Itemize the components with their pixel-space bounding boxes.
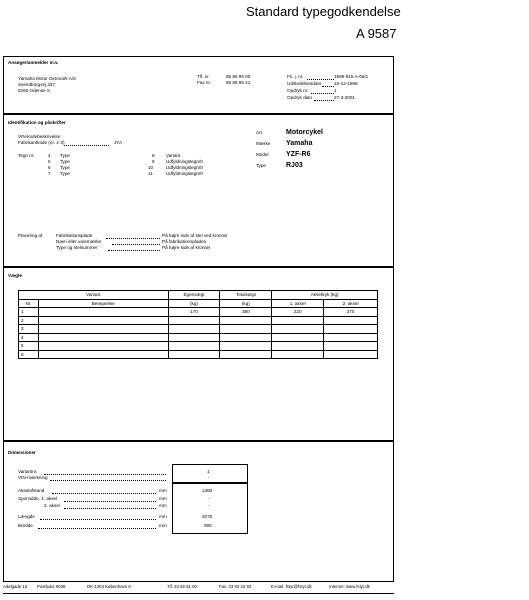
row-nr: 2 xyxy=(19,316,39,325)
placement-item-label: Fabrikationsplade xyxy=(56,233,93,238)
phone-label: Tlf. nr. xyxy=(197,74,210,79)
applicant-heading: Ansøger/anmelder m.v. xyxy=(8,60,59,65)
row-betegnelse xyxy=(38,308,168,317)
tegn-num: 5 xyxy=(48,159,51,164)
placement-item-value: På højre side af kronrør xyxy=(162,245,211,250)
col-variant: Variant xyxy=(19,291,169,300)
tegn-num: 10 xyxy=(148,165,154,170)
col-aksel2: 2. aksel xyxy=(324,299,378,308)
dimension-label: Sporvidde, 1. aksel xyxy=(18,496,58,501)
row-betegnelse xyxy=(38,316,168,325)
tegn-num: 4 xyxy=(48,153,51,158)
fax-value: 65 95 95 41 xyxy=(226,80,251,85)
col-betegnelse: Betegnelse xyxy=(38,299,168,308)
tegn-num: 6 xyxy=(48,165,51,170)
dimension-label: Bredde xyxy=(18,523,33,528)
vehicle-type: RJ03 xyxy=(286,162,303,169)
dimension-value: 2075 xyxy=(202,514,213,519)
vehicle-kind-label: Art xyxy=(256,130,262,135)
row-aksel2: 370 xyxy=(324,308,378,317)
row-total xyxy=(220,333,272,342)
placement-label: Placering af xyxy=(18,233,43,238)
phone-value: 65 95 96 00 xyxy=(226,74,251,79)
row-aksel1 xyxy=(272,342,324,351)
row-nr: 1 xyxy=(19,308,39,317)
tegn-type: Udfyldningstegn/0 xyxy=(166,159,203,164)
footer-city: DK-1304 København K xyxy=(87,584,132,589)
row-nr: 4 xyxy=(19,333,39,342)
row-egen xyxy=(168,333,220,342)
manufacturer-code: JYA xyxy=(114,140,123,145)
row-betegnelse xyxy=(38,350,168,359)
reprint-number-value: 1 xyxy=(334,88,337,93)
vehicle-model-label: Model xyxy=(256,152,269,157)
row-egen xyxy=(168,342,220,351)
variant-value: 1 xyxy=(207,469,210,474)
row-aksel2 xyxy=(324,325,378,334)
dimension-unit: mm xyxy=(159,496,167,501)
issue-date-label: Udstedelsesdato xyxy=(287,81,322,86)
table-row xyxy=(19,350,378,359)
col-aksel1: 1. aksel xyxy=(272,299,324,308)
row-total xyxy=(220,325,272,334)
document-number: A 9587 xyxy=(356,26,397,41)
placement-item-value: På højre side af stel ved kronrør xyxy=(162,233,228,238)
dimension-value: 1380 xyxy=(202,488,213,493)
row-nr: 5 xyxy=(19,342,39,351)
dimension-value: - xyxy=(208,496,210,501)
footer-phone: Tlf. 33 92 91 00 xyxy=(167,584,197,589)
row-nr: 6 xyxy=(19,350,39,359)
col-totalvaegt: Totalvægt xyxy=(220,291,272,300)
tegn-type: Udfyldningstegn/0 xyxy=(166,171,203,176)
tegn-label: Tegn nr. xyxy=(18,153,35,158)
tegn-num: 11 xyxy=(148,171,153,176)
identification-heading: Identifikation og påskrifter xyxy=(8,120,66,125)
manufacturer-code-label: Fabrikantkode (nr. 1-3) xyxy=(18,140,65,145)
placement-item-label: Type og stelnummer xyxy=(56,245,98,250)
dimension-unit: mm xyxy=(159,514,167,519)
footer-fax: Fax. 33 93 22 92 xyxy=(219,584,252,589)
applicant-section xyxy=(3,56,394,114)
placement-item-label: Navn eller varemærke xyxy=(56,239,102,244)
vehicle-make: Yamaha xyxy=(286,140,313,147)
dimension-unit: mm xyxy=(159,488,167,493)
table-row xyxy=(19,316,378,325)
dimension-label: 2. aksel xyxy=(44,503,60,508)
col-nr: Nr. xyxy=(19,299,39,308)
unit-kg: (kg) xyxy=(168,299,220,308)
dimensions-section xyxy=(3,441,394,582)
row-egen xyxy=(168,316,220,325)
row-aksel2 xyxy=(324,350,378,359)
row-betegnelse xyxy=(38,342,168,351)
tegn-type: Type xyxy=(60,153,70,158)
row-nr: 3 xyxy=(19,325,39,334)
dimension-value: - xyxy=(208,503,210,508)
footer-email[interactable]: E-mail: fstyr@fstyr.dk xyxy=(271,584,312,589)
row-egen xyxy=(168,350,220,359)
row-egen xyxy=(168,325,220,334)
footer-po-box: Postboks 9039 xyxy=(37,584,66,589)
unit-kg: (kg) xyxy=(220,299,272,308)
footer-web[interactable]: Internet: www.fstyr.dk xyxy=(329,584,370,589)
case-number-label: Fs. j. nr. xyxy=(287,74,304,79)
row-aksel1 xyxy=(272,350,324,359)
applicant-name: Yamaha Motor Denmark A/S xyxy=(18,76,77,81)
placement-item-value: På fabrikationspladen xyxy=(162,239,207,244)
tegn-type: Type xyxy=(60,171,70,176)
tegn-num: 9 xyxy=(152,159,155,164)
col-egenvaegt: Egenvægt xyxy=(168,291,220,300)
table-row xyxy=(19,342,378,351)
dimension-value: 690 xyxy=(204,523,212,528)
identification-section xyxy=(3,114,394,267)
footer-divider xyxy=(3,593,394,594)
table-row xyxy=(19,308,378,317)
weights-heading: Vægte xyxy=(8,273,23,278)
dimension-label: Akselafstand xyxy=(18,488,45,493)
tegn-type: Type xyxy=(60,159,70,164)
row-aksel1 xyxy=(272,316,324,325)
row-aksel2 xyxy=(324,316,378,325)
vehicle-make-label: Mærke xyxy=(256,141,271,146)
row-betegnelse xyxy=(38,333,168,342)
row-aksel1 xyxy=(272,333,324,342)
reprint-date-label: Opdryk dato xyxy=(287,95,313,100)
weights-table xyxy=(18,290,378,359)
row-total xyxy=(220,342,272,351)
row-total xyxy=(220,350,272,359)
tegn-type: Udfyldningstegn/0 xyxy=(166,165,203,170)
weights-section xyxy=(3,267,394,441)
case-number-value: 1998-615.A-66/1 xyxy=(334,74,369,79)
issue-date-value: 15-12-1998 xyxy=(334,81,358,86)
row-betegnelse xyxy=(38,325,168,334)
vehicle-model: YZF-R6 xyxy=(286,151,311,158)
tegn-num: 8 xyxy=(152,153,155,158)
document-title: Standard typegodkendelse xyxy=(246,4,401,19)
vin-marking-label: VIN-mærkning xyxy=(18,475,48,480)
dimension-unit: mm xyxy=(159,503,167,508)
vin-label: VIN-kodebeskrivelse xyxy=(18,134,61,139)
reprint-date-value: 27-3-2001 xyxy=(334,95,355,100)
footer-address: Adelgade 13 xyxy=(3,584,28,589)
table-row xyxy=(19,325,378,334)
reprint-number-label: Opdryk nr. xyxy=(287,88,309,93)
variant-box xyxy=(172,464,248,483)
row-total: 380 xyxy=(220,308,272,317)
vin-marking-value: - xyxy=(208,475,210,480)
row-total xyxy=(220,316,272,325)
vehicle-kind: Motorcykel xyxy=(286,129,323,136)
dimension-unit: mm xyxy=(159,523,167,528)
col-akseltryk: Akseltryk (kg) xyxy=(272,291,378,300)
variant-label: Variantnr. xyxy=(18,469,38,474)
row-aksel1: 220 xyxy=(272,308,324,317)
tegn-num: 7 xyxy=(48,171,51,176)
table-row xyxy=(19,333,378,342)
vehicle-type-label: Type xyxy=(256,163,266,168)
row-aksel1 xyxy=(272,325,324,334)
row-aksel2 xyxy=(324,333,378,342)
dimension-label: Længde xyxy=(18,514,35,519)
dimensions-heading: Dimensioner xyxy=(8,450,36,455)
tegn-type: Variant xyxy=(166,153,181,158)
applicant-street: Svendborgvej 337 xyxy=(18,82,56,87)
row-aksel2 xyxy=(324,342,378,351)
applicant-city: 5260 Odense S xyxy=(18,88,50,93)
fax-label: Fax nr. xyxy=(197,80,212,85)
tegn-type: Type xyxy=(60,165,70,170)
row-egen: 170 xyxy=(168,308,220,317)
